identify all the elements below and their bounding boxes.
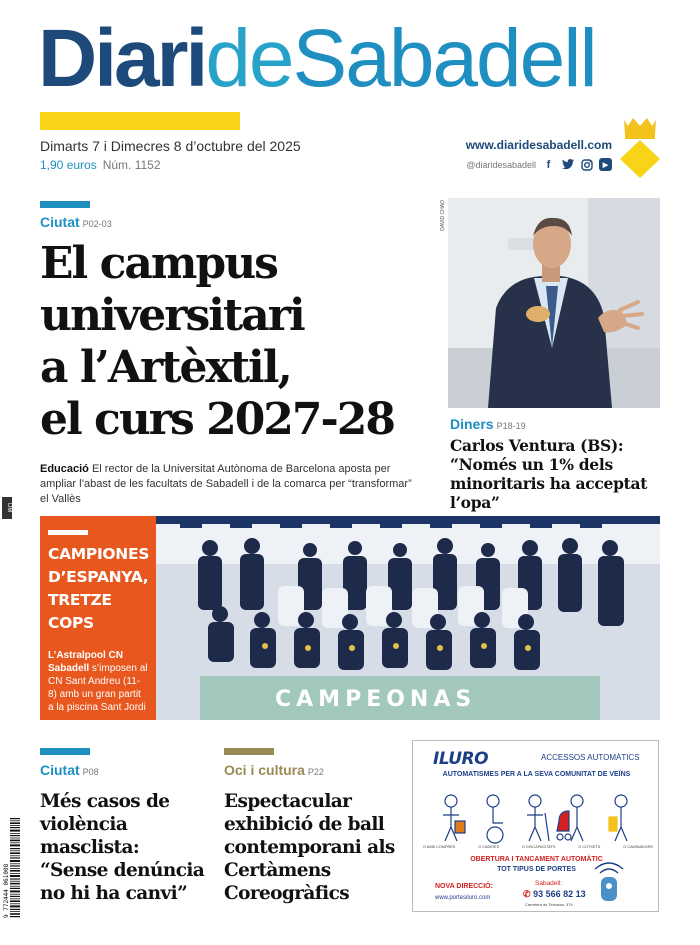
ad-caption: O COTXETS: [578, 845, 601, 849]
ad-address-label: NOVA DIRECCIÓ:: [435, 883, 493, 890]
instagram-icon[interactable]: [580, 158, 593, 171]
headline-line: universitari: [40, 290, 304, 341]
lead-headline[interactable]: [40, 238, 430, 446]
headline-line: el curs 2027-28: [40, 394, 395, 445]
lead-description: [40, 462, 420, 507]
promo-text-bold: L’Astralpool CN Sabadell: [48, 650, 124, 674]
promo-text-body: s’imposen al CN Sant Andreu (11-8) amb un gran partit a la piscina Sant Jordi: [48, 663, 148, 713]
lead-desc-text: El rector de la Universitat Autònoma de Barcelona aposta per ampliar l’abast de les facultats de Sabadell i de la comarca per “transformar” el Vallès: [40, 463, 412, 505]
ad-caption: O AMB COMPRES: [423, 845, 456, 849]
section-name: Ciutat: [40, 762, 80, 778]
section-bar: [40, 201, 90, 208]
section-pages: P02-03: [82, 219, 112, 229]
ad-headline: AUTOMATISMES PER A LA SEVA COMUNITAT DE VEÏNS: [442, 771, 631, 778]
ad-website[interactable]: www.portesiluro.com: [435, 895, 491, 901]
headline-line: a l’Artèxtil,: [40, 342, 291, 393]
promo-box[interactable]: [40, 516, 156, 720]
lead-section-label[interactable]: [40, 214, 112, 230]
ad-doors: TOT TIPUS DE PORTES: [497, 866, 576, 873]
masthead-yellow-bar: [40, 112, 240, 130]
issue-date: Dimarts 7 i Dimecres 8 d’octubre del 2025: [40, 138, 301, 154]
masthead-logo: [38, 13, 596, 104]
ad-caption: O CAMINADORS: [623, 845, 653, 849]
logo-de: de: [205, 13, 293, 104]
promo-title-line: TRETZE COPS: [48, 591, 112, 632]
side-section: [450, 416, 526, 432]
social-handle: @diaridesabadell: [466, 159, 536, 170]
side-section-label[interactable]: [450, 416, 526, 432]
ad-phone-number: 93 566 82 13: [533, 889, 586, 899]
ad-captions: [423, 845, 653, 849]
promo-title: [48, 543, 148, 635]
promo-text: [48, 649, 148, 714]
ad-subheadline: OBERTURA I TANCAMENT AUTOMÀTIC: [470, 856, 603, 863]
section-pages: P22: [307, 767, 324, 777]
bottom-section-1: [40, 748, 99, 778]
logo-diari: Diari: [38, 13, 206, 104]
spine-label: DM: [2, 497, 12, 519]
section-bar: [40, 748, 90, 755]
headline-line: El campus: [40, 238, 277, 289]
bottom-headline-1[interactable]: Més casos de violència masclista: “Sense denúncia no hi ha canvi”: [40, 791, 205, 904]
promo-title-line: D’ESPANYA,: [48, 568, 149, 586]
website-link[interactable]: www.diaridesabadell.com: [465, 138, 612, 152]
bottom-headline-2[interactable]: Espectacular exhibició de ball contemporani als Certàmens Coreogràfics: [224, 791, 395, 904]
section-name: Ciutat: [40, 214, 80, 230]
sabadell-crest-icon: [618, 116, 662, 178]
ad-city: Sabadell:: [535, 880, 563, 887]
section-bar: [224, 748, 274, 755]
social-bar: [466, 158, 612, 171]
ad-phone[interactable]: [523, 889, 586, 900]
bottom-section-label[interactable]: [224, 762, 324, 778]
iluro-logo: ILURO: [433, 749, 489, 769]
youtube-icon[interactable]: ▶: [599, 158, 612, 171]
facebook-icon[interactable]: f: [546, 158, 551, 171]
ad-tagline: ACCESSOS AUTOMÀTICS: [541, 753, 640, 762]
ad-street: Carretera de Terrassa, 374: [525, 902, 573, 907]
campeonas-banner-text: CAMPEONAS: [275, 687, 477, 712]
remote-control-icon: [591, 859, 627, 903]
accessibility-icons: [431, 787, 645, 847]
photo-credit: DAVID CHAO: [440, 200, 446, 231]
section-pages: P18-19: [496, 421, 526, 431]
promo-title-line: CAMPIONES: [48, 545, 150, 563]
promo-bar: [48, 530, 88, 535]
iluro-advertisement[interactable]: [412, 740, 659, 912]
barcode: [2, 818, 20, 918]
section-name: Oci i cultura: [224, 762, 305, 778]
twitter-icon[interactable]: [561, 158, 574, 171]
lead-section: [40, 201, 112, 230]
side-headline[interactable]: Carlos Ventura (BS): “Només un 1% dels minoritaris ha acceptat l’opa”: [450, 436, 648, 512]
lead-desc-keyword: Educació: [40, 463, 89, 475]
issue-price: [40, 158, 161, 172]
barcode-number: 9 772444 061008: [3, 863, 10, 918]
section-name: Diners: [450, 416, 494, 432]
bottom-section-2: [224, 748, 324, 778]
phone-icon: ✆: [523, 889, 531, 899]
bottom-section-label[interactable]: [40, 762, 99, 778]
ad-caption: O CADIRES: [478, 845, 500, 849]
ad-caption: O DISCAPACITATS: [522, 845, 556, 849]
interview-photo[interactable]: [448, 198, 660, 408]
price: 1,90 euros: [40, 158, 97, 172]
logo-sabadell: Sabadell: [292, 13, 596, 104]
section-pages: P08: [82, 767, 99, 777]
issue-number: Núm. 1152: [102, 158, 161, 172]
